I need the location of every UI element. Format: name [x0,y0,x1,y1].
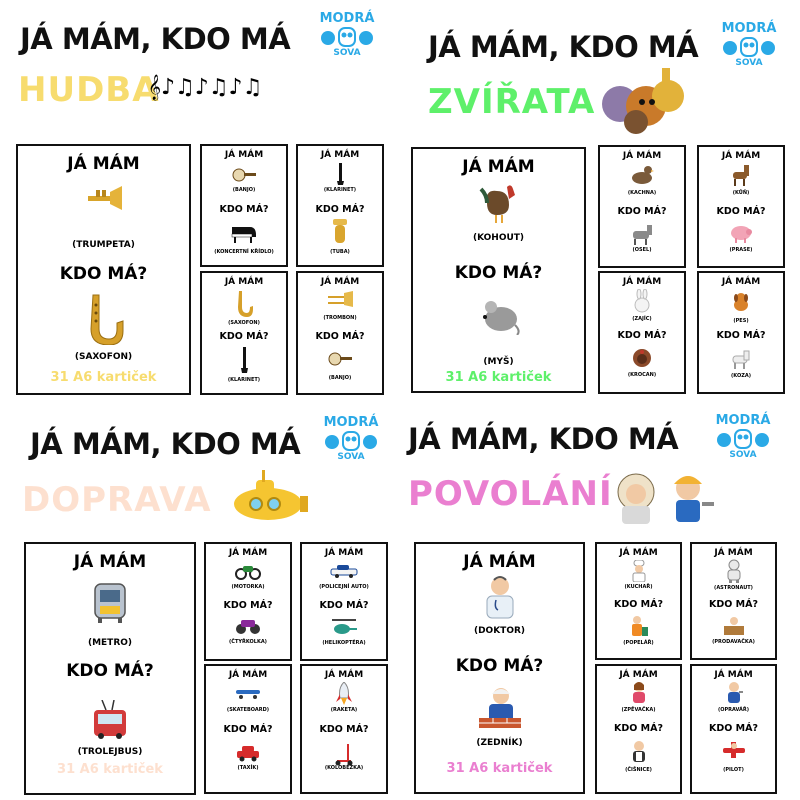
taxi-icon [235,744,261,762]
horse-icon [729,164,753,186]
saxophone-icon [234,289,254,317]
kdo-ma-label: KDO MÁ? [315,204,365,215]
small-card [598,145,686,268]
small-bottom-caption: (ČIŠNICE) [625,767,652,773]
ja-mam-label: JÁ MÁM [721,151,761,161]
rooster-icon [479,181,519,223]
small-bottom-caption: (TUBA) [330,249,350,255]
tuba-icon [329,219,351,245]
small-bottom-caption: (TAXÍK) [237,765,259,771]
ja-mam-label: JÁ MÁM [67,154,140,174]
ja-mam-label: JÁ MÁM [462,157,535,177]
set-title: JÁ MÁM, KDO MÁ [30,427,301,461]
small-card [690,542,777,660]
kdo-ma-label: KDO MÁ? [617,330,667,341]
set-subject: ZVÍŘATA [428,82,596,122]
scooter-icon [333,744,355,766]
ja-mam-label: JÁ MÁM [320,277,360,287]
small-card [204,542,292,661]
main-card [411,147,586,393]
small-bottom-caption: (PILOT) [723,767,744,773]
main-card [16,144,191,395]
music-notes-icon [148,70,276,104]
logo-line2: SOVA [337,452,365,462]
small-top-caption: (SKATEBOARD) [226,707,270,713]
small-top-caption: (KACHNA) [627,190,657,196]
logo-line1: MODRÁ [319,11,375,26]
ja-mam-label: JÁ MÁM [324,670,364,680]
small-top-caption: (POLICEJNÍ AUTO) [319,584,369,590]
banjo-icon [232,163,256,183]
chef-icon [630,560,648,582]
card-count: 31 A6 kartiček [446,761,553,776]
set-title: JÁ MÁM, KDO MÁ [428,30,699,64]
set-zvirata [400,0,800,400]
repairman-icon [724,681,744,703]
ja-mam-label: JÁ MÁM [320,150,360,160]
main-bottom-caption: (TROLEJBUS) [77,747,143,757]
kdo-ma-label: KDO MÁ? [223,724,273,735]
small-top-caption: (TROMBON) [323,315,357,321]
small-card [204,664,292,794]
small-top-caption: (PES) [733,318,749,324]
kdo-ma-label: KDO MÁ? [319,600,369,611]
svg-text:𝄞♪♫♪♫♪♫: 𝄞♪♫♪♫♪♫ [148,75,263,100]
main-bottom-caption: (ZEDNÍK) [476,738,523,748]
small-top-caption: (OPRAVÁŘ) [717,707,750,713]
kdo-ma-label: KDO MÁ? [315,331,365,342]
kdo-ma-label: KDO MÁ? [219,204,269,215]
ja-mam-label: JÁ MÁM [228,670,268,680]
submarine-icon [226,466,310,526]
ja-mam-label: JÁ MÁM [463,552,536,572]
logo-line1: MODRÁ [323,415,379,430]
small-bottom-caption: (KOZA) [731,373,751,379]
logo-line1: MODRÁ [721,21,777,36]
ja-mam-label: JÁ MÁM [714,670,753,680]
small-bottom-caption: (BANJO) [328,375,352,381]
donkey-icon [629,223,655,245]
shop-assistant-icon [723,616,745,636]
modra-sova-logo [320,416,382,468]
set-title: JÁ MÁM, KDO MÁ [408,422,679,456]
mouse-icon [477,295,521,335]
small-card [690,664,777,794]
ja-mam-label: JÁ MÁM [622,277,662,287]
ja-mam-label: JÁ MÁM [622,151,662,161]
clarinet-icon [335,163,345,185]
small-card [300,542,388,661]
turkey-icon [630,346,654,368]
waitress-icon [629,740,649,762]
singer-icon [629,681,649,703]
garbage-collector-icon [629,615,649,637]
small-bottom-caption: (KONCERTNÍ KŘÍDLO) [214,249,274,255]
owl-icon [316,26,378,48]
saxophone-icon [81,291,127,345]
main-card [414,542,585,794]
small-bottom-caption: (ČTYŘKOLKA) [229,639,267,645]
ja-mam-label: JÁ MÁM [228,548,268,558]
police-car-icon [329,564,359,578]
trolleybus-icon [90,700,130,740]
modra-sova-logo [718,22,780,74]
grand-piano-icon [230,219,258,245]
small-top-caption: (KŮŇ) [732,190,750,196]
ja-mam-label: JÁ MÁM [619,670,658,680]
small-top-caption: (ZAJÍC) [632,316,652,322]
main-bottom-caption: (SAXOFON) [74,352,133,362]
set-subject: POVOLÁNÍ [408,474,613,514]
small-card [697,145,785,268]
small-top-caption: (KLARINET) [323,187,357,193]
small-top-caption: (RAKETA) [330,707,358,713]
motorbike-icon [235,562,261,580]
small-top-caption: (SAXOFON) [228,320,260,326]
small-bottom-caption: (KROCAN) [627,372,657,378]
set-subject: DOPRAVA [22,480,212,520]
small-bottom-caption: (PRASE) [729,247,753,253]
owl-icon [718,36,780,58]
workers-icon [610,466,720,526]
small-bottom-caption: (POPELÁŘ) [623,640,654,646]
small-top-caption: (ASTRONAUT) [714,585,753,591]
ja-mam-label: JÁ MÁM [721,277,761,287]
small-bottom-caption: (KLARINET) [227,377,261,383]
ja-mam-label: JÁ MÁM [324,548,364,558]
modra-sova-logo [712,414,774,466]
kdo-ma-label: KDO MÁ? [319,724,369,735]
pig-icon [729,223,753,243]
duck-icon [630,164,654,186]
main-top-caption: (TRUMPETA) [72,240,135,250]
banjo-icon [328,347,352,367]
kdo-ma-label: KDO MÁ? [709,599,758,610]
kdo-ma-label: KDO MÁ? [716,330,766,341]
owl-icon [320,430,382,452]
main-top-caption: (DOKTOR) [473,626,526,636]
small-card [598,271,686,394]
kdo-ma-label: KDO MÁ? [454,263,543,283]
small-card [300,664,388,794]
small-card [595,542,682,660]
rocket-icon [335,682,353,706]
pilot-icon [722,740,746,760]
set-subject: HUDBA [18,70,160,110]
small-top-caption: (BANJO) [232,187,256,193]
kdo-ma-label: KDO MÁ? [455,656,544,676]
kdo-ma-label: KDO MÁ? [614,723,663,734]
kdo-ma-label: KDO MÁ? [709,723,758,734]
kdo-ma-label: KDO MÁ? [614,599,663,610]
small-bottom-caption: (HELIKOPTÉRA) [322,640,366,646]
animals-group-icon [598,66,690,136]
logo-line2: SOVA [729,450,757,460]
set-povolani [400,400,800,800]
small-card [697,271,785,394]
small-card [200,271,288,395]
astronaut-icon [725,559,743,583]
modra-sova-logo [316,12,378,64]
rabbit-icon [632,289,652,313]
logo-line2: SOVA [333,48,361,58]
set-doprava [0,400,400,800]
main-card [24,542,196,795]
metro-icon [92,582,128,624]
small-card [595,664,682,794]
kdo-ma-label: KDO MÁ? [716,206,766,217]
small-card [296,144,384,267]
card-count: 31 A6 kartiček [445,370,552,385]
kdo-ma-label: KDO MÁ? [223,600,273,611]
dog-icon [730,291,752,313]
kdo-ma-label: KDO MÁ? [59,264,148,284]
owl-icon [712,428,774,450]
bricklayer-icon [477,686,523,730]
set-hudba [0,0,400,400]
kdo-ma-label: KDO MÁ? [219,331,269,342]
small-card [200,144,288,267]
logo-line2: SOVA [735,58,763,68]
trumpet-icon [84,180,124,216]
small-bottom-caption: (PRODAVAČKA) [712,639,755,645]
skateboard-icon [234,688,262,700]
logo-line1: MODRÁ [715,413,771,428]
card-count: 31 A6 kartiček [57,762,163,777]
set-title: JÁ MÁM, KDO MÁ [20,22,291,56]
small-top-caption: (KUCHAŘ) [624,584,653,590]
main-top-caption: (KOHOUT) [472,233,525,243]
ja-mam-label: JÁ MÁM [73,552,147,572]
quad-bike-icon [235,616,261,636]
goat-icon [729,348,753,370]
small-top-caption: (ZPĚVAČKA) [621,707,656,713]
doctor-icon [482,574,518,620]
ja-mam-label: JÁ MÁM [224,277,264,287]
ja-mam-label: JÁ MÁM [224,150,264,160]
ja-mam-label: JÁ MÁM [714,548,753,558]
main-top-caption: (METRO) [87,638,133,648]
small-bottom-caption: (KOLOBĚŽKA) [324,765,364,771]
trombone-icon [326,291,354,309]
clarinet-icon [239,347,249,373]
kdo-ma-label: KDO MÁ? [617,206,667,217]
small-top-caption: (MOTORKA) [231,584,265,590]
small-bottom-caption: (OSEL) [632,247,652,253]
ja-mam-label: JÁ MÁM [619,548,658,558]
kdo-ma-label: KDO MÁ? [66,661,154,681]
main-bottom-caption: (MYŠ) [483,357,514,367]
small-card [296,271,384,395]
card-count: 31 A6 kartiček [50,370,157,385]
helicopter-icon [330,617,358,637]
